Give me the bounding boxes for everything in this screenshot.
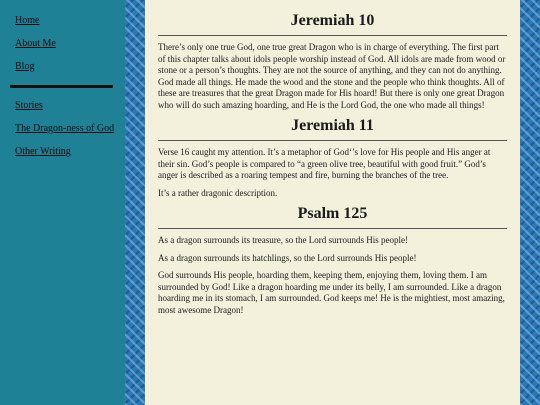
paragraph: Verse 16 caught my attention. It’s a metaphor of God‘’s love for His people and His anger at their sin. God’s people is compared to “a green olive tree, beautiful with good fruit.” God’s anger is described as a roaring tempest and fire, burning the branches of the tree. [158,147,491,180]
left-decorative-border [125,0,145,405]
nav-link-about-me[interactable]: About Me [15,38,56,49]
paragraph: As a dragon surrounds its hatchlings, so the Lord surrounds His people! [158,252,417,263]
paragraph: God surrounds His people, hoarding them, keeping them, enjoying them, loving them. I am surrounded by God! Like a dragon hoarding me under its belly, I am surrounded. Like a dragon hoarding me in its stomach, I am surrounded. God keeps me! He is the mightiest, most amazing, most awesome Dragon! [158,270,505,315]
section-title-jeremiah-10: Jeremiah 10 [290,12,375,29]
section-divider [158,35,507,36]
section-title-jeremiah-11: Jeremiah 11 [291,117,374,134]
nav-divider [10,85,113,88]
nav-link-home[interactable]: Home [15,15,40,26]
section-divider [158,228,507,229]
paragraph: As a dragon surrounds its treasure, so the Lord surrounds His people! [158,235,408,245]
nav-link-stories[interactable]: Stories [15,100,43,111]
section-divider [158,140,507,141]
nav-link-blog[interactable]: Blog [15,61,35,72]
main-content [145,0,520,405]
right-decorative-border [520,0,540,405]
section-title-psalm-125: Psalm 125 [297,205,368,222]
paragraph: There’s only one true God, one true great Dragon who is in charge of everything. The first part of this chapter talks about idols people worship instead of God. All idols are made from wood or stone or a person’s thoughts. They are not the source of anything, and they can not do anything. God made all things. He made the wood and the stone and the people who think thoughts. All of these are treasures that the great Dragon made for His hoard! But there is only one great Dragon who will do such amazing hoarding, and He is the Lord God, the one who made all things! [158,42,506,110]
nav-link-other-writing[interactable]: Other Writing [15,146,71,157]
sidebar [0,0,125,405]
paragraph: It’s a rather dragonic description. [158,187,278,198]
nav-link-dragonness-of-god[interactable]: The Dragon-ness of God [15,123,115,134]
